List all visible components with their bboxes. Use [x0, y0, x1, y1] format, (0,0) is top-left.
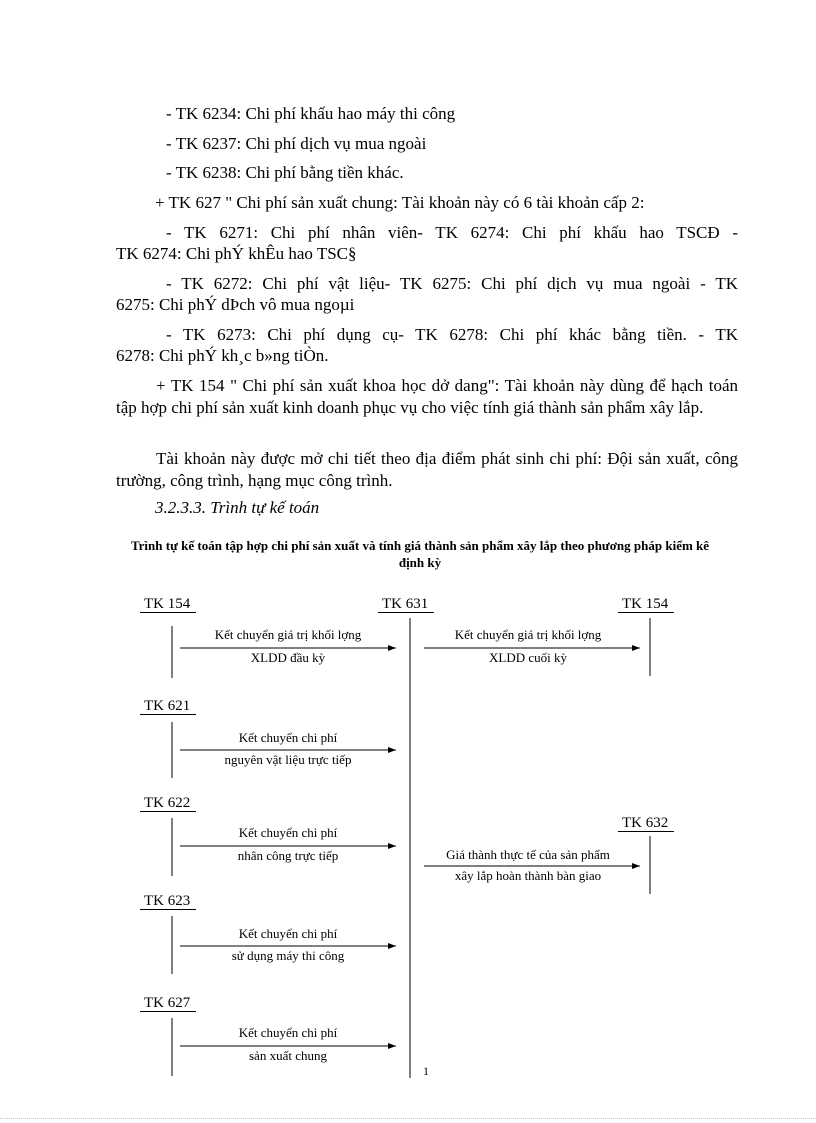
arrow-4-label-bottom: nhân công trực tiếp	[237, 848, 339, 863]
arrow-6-label-top: Kết chuyển chi phí	[238, 926, 338, 941]
section-heading: 3.2.3.3. Trình tự kế toán	[155, 498, 320, 517]
account-tk623: TK 623	[140, 893, 196, 910]
paragraph-tk154: + TK 154 " Chi phí sản xuất khoa học dở dang": Tài khoản này dùng để hạch toán tập hợp chi phí sản xuất kinh doanh phục vụ cho việc tính giá thành sản phẩm xây lắp.	[116, 376, 738, 417]
account-tk621: TK 621	[140, 698, 196, 715]
arrow-2-label-top: Kết chuyển giá trị khối lợng	[454, 627, 602, 642]
account-tk631: TK 631	[378, 596, 434, 613]
text-line-tk6273-a: - TK 6273: Chi phí dụng cụ- TK 6278: Chi phí khác bằng tiền. - TK	[166, 325, 738, 344]
text-line-tk6237: - TK 6237: Chi phí dịch vụ mua ngoài	[166, 134, 427, 153]
arrow-5-label-top: Giá thành thực tế của sản phẩm	[446, 847, 610, 862]
text-line-tk6272-a: - TK 6272: Chi phí vật liệu- TK 6275: Chi phí dịch vụ mua ngoài - TK	[166, 274, 738, 293]
page-number: 1	[423, 1064, 429, 1078]
arrow-4-label-top: Kết chuyển chi phí	[238, 825, 338, 840]
text-line-tk6271-b: TK 6274: Chi phÝ khÊu hao TSC§	[116, 244, 357, 263]
arrow-7-label-top: Kết chuyển chi phí	[238, 1025, 338, 1040]
account-tk154-left: TK 154	[140, 596, 196, 613]
arrow-7-label-bottom: sản xuất chung	[249, 1048, 327, 1063]
text-line-tk627: + TK 627 " Chi phí sản xuất chung: Tài khoản này có 6 tài khoản cấp 2:	[155, 193, 645, 212]
arrow-6-label-bottom: sử dụng máy thi công	[231, 948, 345, 963]
arrow-3-label-bottom: nguyên vật liệu trực tiếp	[224, 752, 352, 767]
arrow-1-label-bottom: XLDD đầu kỳ	[250, 650, 326, 665]
text-line-tk6238: - TK 6238: Chi phí bằng tiền khác.	[166, 163, 404, 182]
arrow-1-label-top: Kết chuyển giá trị khối lợng	[214, 627, 362, 642]
text-line-tk6273-b: 6278: Chi phÝ kh¸c b»ng tiÒn.	[116, 346, 329, 365]
text-line-tk6271-a: - TK 6271: Chi phí nhân viên- TK 6274: Chi phí khấu hao TSCĐ -	[166, 223, 738, 242]
text-line-tk6234: - TK 6234: Chi phí khấu hao máy thi công	[166, 104, 456, 123]
account-tk627: TK 627	[140, 995, 196, 1012]
page-bottom-border	[0, 1118, 816, 1119]
account-tk622: TK 622	[140, 795, 196, 812]
text-line-tk6272-b: 6275: Chi phÝ dÞch vô mua ngoµi	[116, 295, 355, 314]
account-tk154-right: TK 154	[618, 596, 674, 613]
account-tk632: TK 632	[618, 815, 674, 832]
arrow-3-label-top: Kết chuyển chi phí	[238, 730, 338, 745]
arrow-5-label-bottom: xây lắp hoàn thành bàn giao	[454, 868, 602, 883]
diagram-title: Trình tự kế toán tập hợp chi phí sản xuất và tính giá thành sản phẩm xây lắp theo phương pháp kiểm kê định kỳ	[130, 538, 710, 570]
arrow-2-label-bottom: XLDD cuối kỳ	[489, 650, 567, 665]
paragraph-detail: Tài khoản này được mở chi tiết theo địa điểm phát sinh chi phí: Đội sản xuất, công trường, công trình, hạng mục công trình.	[116, 449, 738, 490]
